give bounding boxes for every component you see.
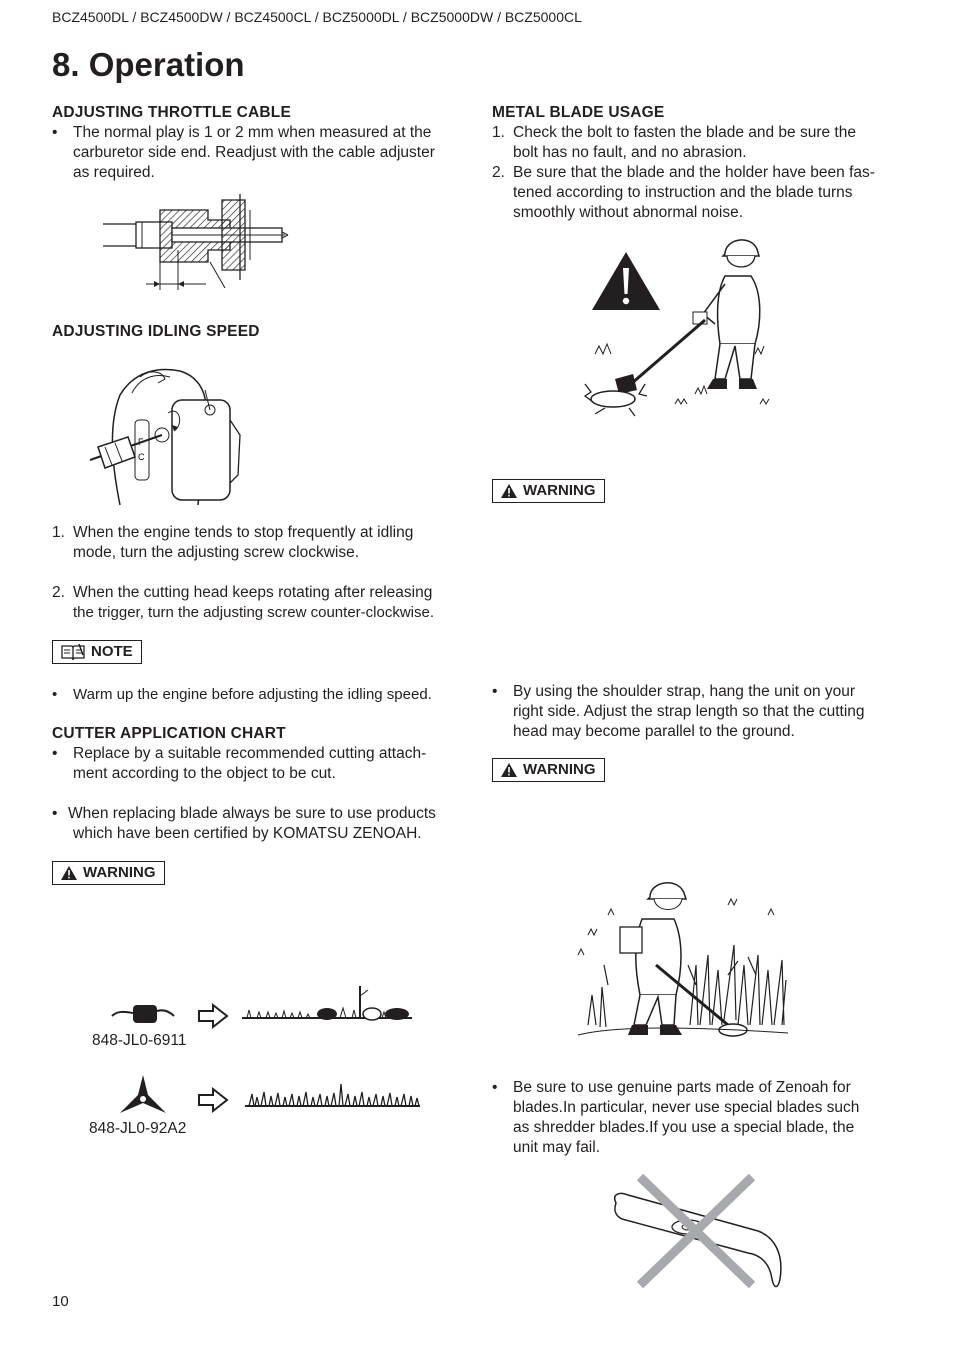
note-label: NOTE (91, 643, 133, 660)
part-number-blade: 848-JL0-92A2 (89, 1120, 187, 1137)
arrow-right-icon (197, 1004, 229, 1028)
note-text: • Warm up the engine before adjusting the idling speed. (52, 686, 432, 703)
dense-grass-illustration (245, 1077, 423, 1111)
genuine-parts-text: • Be sure to use genuine parts made of Zenoah for blades.In particular, never use special blades such as shredder blades.If you use a special blade, the unit may fail. (492, 1079, 860, 1156)
page-title: 8. Operation (52, 46, 245, 83)
bullet: • (52, 124, 58, 141)
note-book-icon (61, 643, 85, 661)
note-label-box (52, 640, 142, 664)
nylon-cutter-head-icon (108, 1000, 178, 1030)
cutter-text: • Replace by a suitable recommended cutting attach- ment according to the object to be cut. • When replacing blade always be sure to use products which have been certified by KOMATSU ZENOAH. (52, 745, 436, 842)
operator-with-blade-illustration (575, 234, 787, 426)
warning-triangle-icon (61, 866, 77, 880)
warning-label-box-right-1 (492, 479, 605, 503)
throttle-heading: ADJUSTING THROTTLE CABLE (52, 104, 292, 121)
warning-triangle-icon (501, 763, 517, 777)
warning-label-box-left (52, 861, 165, 885)
cutter-heading: CUTTER APPLICATION CHART (52, 725, 286, 742)
operator-cutting-grass-illustration (578, 875, 790, 1053)
light-grass-illustration (242, 982, 414, 1022)
warning-label: WARNING (523, 482, 596, 499)
warning-label: WARNING (83, 864, 156, 881)
warning-triangle-icon (501, 484, 517, 498)
metal-blade-steps: 1. Check the bolt to fasten the blade and be sure the bolt has no fault, and no abrasion. 2. Be sure that the blade and the holder have been fas- tened according to instruction and the blade turns smoothly without abnormal noise. (492, 124, 875, 221)
throttle-text: • The normal play is 1 or 2 mm when measured at the carburetor side end. Readjust with the cable adjuster as required. (52, 124, 435, 181)
idling-steps: 1. When the engine tends to stop frequently at idling mode, turn the adjusting screw clockwise. 2. When the cutting head keeps rotating after releasing the trigger, turn the adjusting screw counter-clockwise. (52, 524, 435, 621)
throttle-cable-diagram (100, 190, 295, 295)
shoulder-strap-text: • By using the shoulder strap, hang the unit on your right side. Adjust the strap length so that the cutting head may become parallel to the ground. (492, 683, 865, 740)
page-number: 10 (52, 1293, 69, 1310)
idling-heading: ADJUSTING IDLING SPEED (52, 323, 260, 340)
warning-label-box-right-2 (492, 758, 605, 782)
three-tooth-blade-icon (118, 1075, 168, 1117)
svg-text:C: C (138, 452, 145, 462)
arrow-right-icon (197, 1088, 229, 1112)
carburetor-screw-diagram (80, 365, 245, 507)
model-list: BCZ4500DL / BCZ4500DW / BCZ4500CL / BCZ5000DL / BCZ5000DW / BCZ5000CL (52, 9, 582, 25)
metal-blade-heading: METAL BLADE USAGE (492, 104, 665, 121)
shredder-blade-crossed-out-illustration (608, 1173, 788, 1295)
part-number-nylon: 848-JL0-6911 (92, 1032, 187, 1049)
warning-label: WARNING (523, 761, 596, 778)
